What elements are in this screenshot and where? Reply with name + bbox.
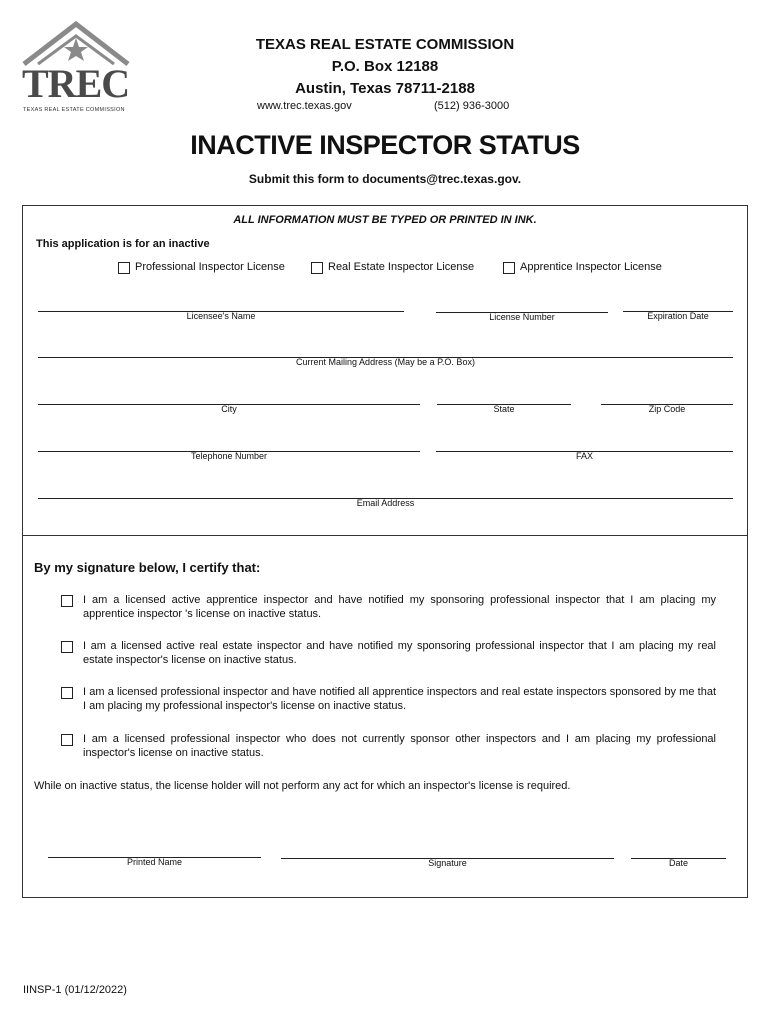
certify-real-estate-checkbox[interactable]: [61, 641, 73, 653]
certify-professional-no-sponsor-text: I am a licensed professional inspector who does not currently sponsor other inspectors and I am placing my professional inspector's license on inactive status.: [83, 733, 716, 759]
certify-apprentice-text: I am a licensed active apprentice inspector and have notified my sponsoring professional inspector that I am placing my apprentice inspector 's license on inactive status.: [83, 594, 716, 620]
telephone-label: Telephone Number: [190, 451, 268, 461]
real-estate-inspector-checkbox[interactable]: [311, 262, 323, 274]
zip-label: Zip Code: [648, 404, 686, 414]
phone-number: (512) 936-3000: [434, 100, 510, 112]
real-estate-inspector-label: Real Estate Inspector License: [328, 261, 475, 273]
trec-logo: [20, 18, 132, 118]
logo-wordmark: TREC: [22, 61, 130, 106]
mailing-address-label: Current Mailing Address (May be a P.O. Box): [296, 357, 475, 367]
fax-label: FAX: [575, 451, 593, 461]
professional-inspector-checkbox[interactable]: [118, 262, 130, 274]
certify-apprentice-checkbox[interactable]: [61, 595, 73, 607]
po-box: P.O. Box 12188: [331, 58, 439, 75]
state-label: State: [493, 404, 515, 414]
professional-inspector-label: Professional Inspector License: [135, 261, 285, 273]
form-id: IINSP-1 (01/12/2022): [23, 984, 127, 996]
license-number-label: License Number: [489, 312, 555, 322]
certify-heading: By my signature below, I certify that:: [34, 560, 261, 575]
date-label: Date: [668, 858, 688, 868]
submit-instruction: Submit this form to documents@trec.texas.gov.: [248, 172, 522, 186]
website-link[interactable]: www.trec.texas.gov: [257, 100, 352, 112]
licensee-name-label: Licensee's Name: [186, 311, 256, 321]
inactive-status-note: While on inactive status, the license holder will not perform any act for which an inspector's license is required.: [34, 780, 571, 792]
email-label: Email Address: [356, 498, 415, 508]
apprentice-inspector-checkbox[interactable]: [503, 262, 515, 274]
expiration-date-label: Expiration Date: [647, 311, 709, 321]
certification-section: [22, 535, 748, 898]
signature-label: Signature: [428, 858, 467, 868]
certify-real-estate-text: I am a licensed active real estate inspector and have notified my sponsoring professional inspector that I am placing my real estate inspector's license on inactive status.: [83, 640, 716, 666]
city-zip: Austin, Texas 78711-2188: [295, 80, 475, 97]
agency-name: TEXAS REAL ESTATE COMMISSION: [255, 36, 515, 53]
apprentice-inspector-label: Apprentice Inspector License: [520, 261, 662, 273]
city-label: City: [221, 404, 237, 414]
certify-professional-sponsor-text: I am a licensed professional inspector and have notified all apprentice inspectors and real estate inspectors sponsored by me that I am placing my professional inspector's license on inactive status.: [83, 686, 716, 712]
certify-professional-no-sponsor-checkbox[interactable]: [61, 734, 73, 746]
ink-notice: ALL INFORMATION MUST BE TYPED OR PRINTED IN INK.: [233, 214, 537, 226]
application-for-label: This application is for an inactive: [36, 238, 210, 250]
applicant-info-section: [22, 205, 748, 536]
logo-subtitle: TEXAS REAL ESTATE COMMISSION: [23, 107, 125, 113]
certify-professional-sponsor-checkbox[interactable]: [61, 687, 73, 699]
printed-name-label: Printed Name: [126, 857, 183, 867]
page-title: INACTIVE INSPECTOR STATUS: [190, 130, 580, 160]
